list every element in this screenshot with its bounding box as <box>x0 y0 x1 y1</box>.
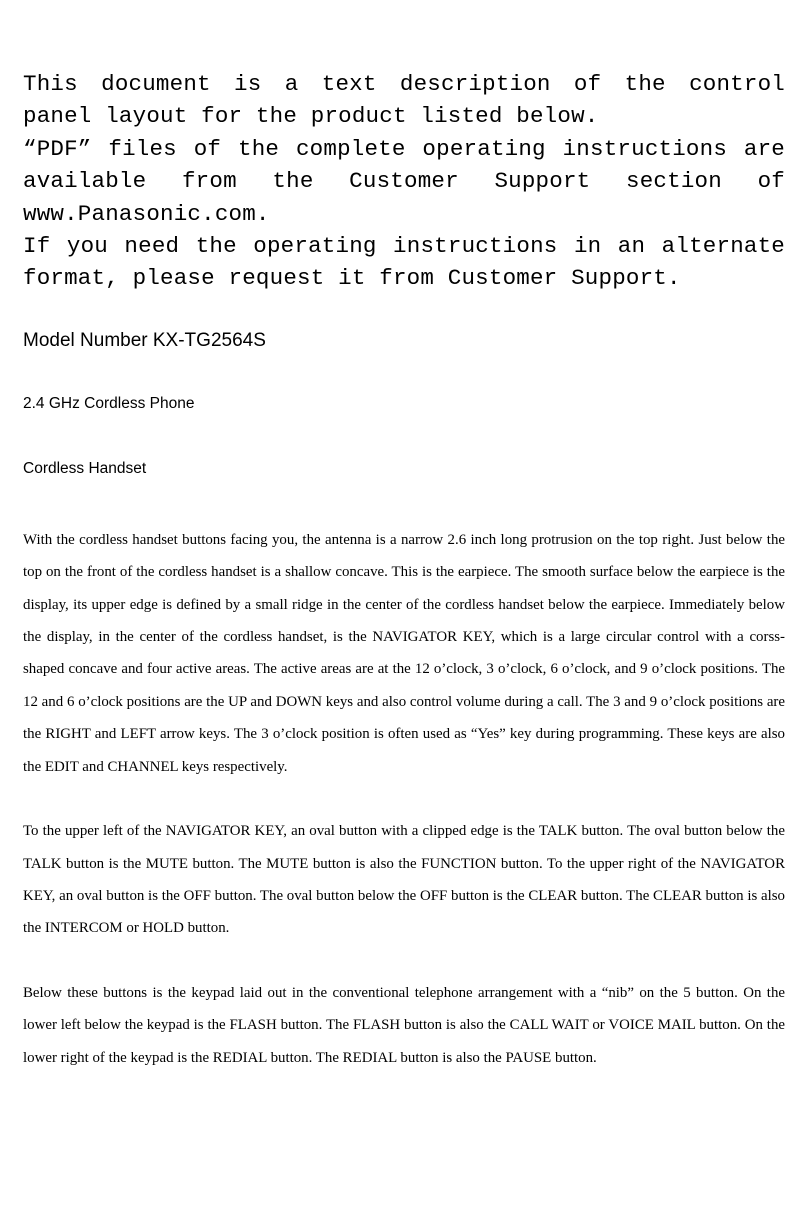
product-name: 2.4 GHz Cordless Phone <box>23 394 195 412</box>
intro-line-pdf-availability: “PDF” files of the complete operating instructions are available from the Customer Support section of www.Panasonic.com. <box>23 135 785 227</box>
paragraph-keypad: Below these buttons is the keypad laid out in the conventional telephone arrangement with a “nib” on the 5 button. On the lower left below the keypad is the FLASH button. The FLASH button is also the CALL WAIT or VOICE MAIL button. On the lower right of the keypad is the REDIAL button. The REDIAL button is also the PAUSE button. <box>23 984 785 1066</box>
intro-line-alternate-format: If you need the operating instructions in an alternate format, please request it from Customer Support. <box>23 233 785 292</box>
paragraph-talk-off-buttons: To the upper left of the NAVIGATOR KEY, an oval button with a clipped edge is the TALK button. The oval button below the TALK button is the MUTE button. The MUTE button is also the FUNCTION button. To the upper right of the NAVIGATOR KEY, an oval button is the OFF button. The oval button below the OFF button is the CLEAR button. The CLEAR button is also the INTERCOM or HOLD button. <box>23 823 785 937</box>
intro-block <box>23 68 785 295</box>
paragraph-handset-layout: With the cordless handset buttons facing you, the antenna is a narrow 2.6 inch long protrusion on the top right. Just below the top on the front of the cordless handset is a shallow concave. This is the earpiece. The smooth surface below the earpiece is the display, its upper edge is defined by a small ridge in the center of the cordless handset below the earpiece. Immediately below the display, in the center of the cordless handset, is the NAVIGATOR KEY, which is a large circular control with a corss-shaped concave and four active areas. The active areas are at the 12 o’clock, 3 o’clock, 6 o’clock, and 9 o’clock positions. The 12 and 6 o’clock positions are the UP and DOWN keys and also control volume during a call. The 3 and 9 o’clock positions are the RIGHT and LEFT arrow keys. The 3 o’clock position is often used as “Yes” key during programming. These keys are also the EDIT and CHANNEL keys respectively. <box>23 531 785 775</box>
document-page <box>23 68 785 1074</box>
section-heading: Cordless Handset <box>23 459 147 477</box>
intro-line-description: This document is a text description of the control panel layout for the product listed below. <box>23 71 785 130</box>
model-number-title: Model Number KX-TG2564S <box>23 329 266 351</box>
